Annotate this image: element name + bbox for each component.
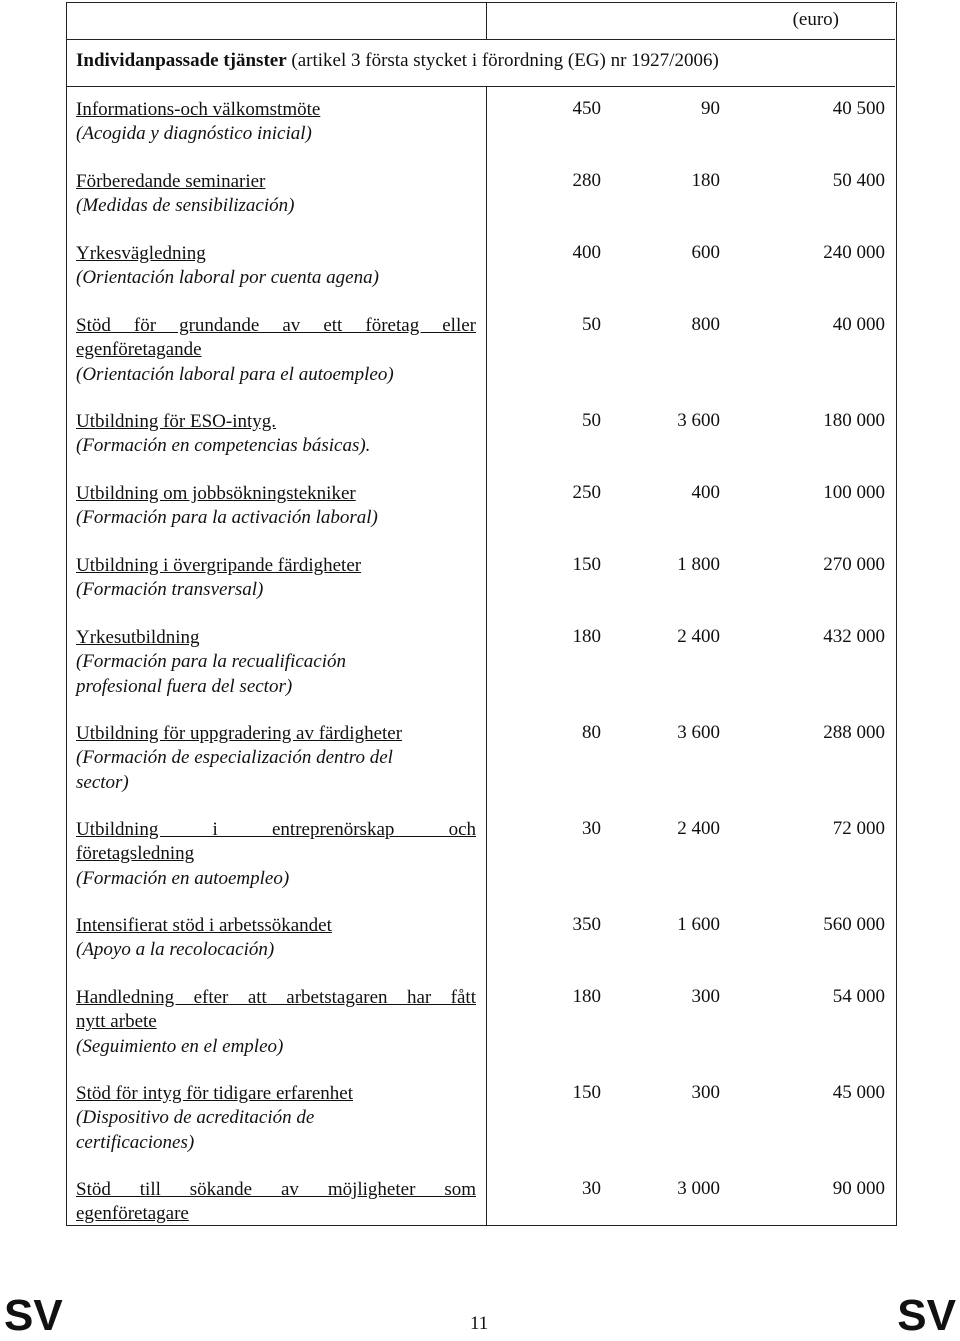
unit-cost-value: 3 600 [677,722,720,743]
service-name-sv: Stöd till sökande av möjligheter som [76,1179,476,1200]
service-name-sv: Utbildning i entreprenörskap och [76,819,476,840]
service-description [76,914,476,963]
unit-cost-value: 400 [691,482,720,503]
service-name-sv: företagsledning [76,843,195,865]
participants-value: 150 [572,554,601,575]
participants-value: 50 [582,314,601,335]
service-name-es: (Formación en autoempleo) [76,867,290,889]
total-value: 90 000 [832,1178,885,1199]
service-name-es: (Formación para la recualificación [76,651,346,673]
total-value: 40 500 [832,98,885,119]
unit-cost-value: 1 600 [677,914,720,935]
unit-cost-value: 90 [701,98,720,119]
participants-value: 180 [572,626,601,647]
service-name-es: (Orientación laboral para el autoempleo) [76,363,394,385]
service-name-es: (Formación para la activación laboral) [76,507,378,529]
service-name-sv: egenföretagande [76,339,202,361]
total-value: 288 000 [823,722,885,743]
heading-normal: (artikel 3 första stycket i förordning (EG) nr 1927/2006) [286,50,719,71]
service-name-sv: Intensifierat stöd i arbetssökandet [76,915,332,936]
total-value: 560 000 [823,914,885,935]
service-name-es: (Medidas de sensibilización) [76,195,295,217]
table-heading [76,50,719,72]
unit-cost-value: 2 400 [677,626,720,647]
unit-cost-value: 1 800 [677,554,720,575]
service-description [76,98,476,147]
service-name-es: (Formación transversal) [76,579,264,601]
service-name-sv: Informations-och välkomstmöte [76,99,321,120]
service-description [76,1178,476,1227]
footer-language-left: SV [4,1291,63,1340]
column-divider [486,86,487,1225]
service-name-sv: Yrkesvägledning [76,243,206,264]
service-description [76,482,476,531]
service-description [76,170,476,219]
heading-bold: Individanpassade tjänster [76,50,287,71]
service-name-es: (Acogida y diagnóstico inicial) [76,123,312,145]
participants-value: 250 [572,482,601,503]
total-value: 40 000 [832,314,885,335]
footer-language-right: SV [897,1291,956,1340]
total-value: 240 000 [823,242,885,263]
service-description [76,818,476,891]
service-name-es: sector) [76,771,129,793]
unit-cost-value: 3 600 [677,410,720,431]
service-description [76,554,476,603]
service-description [76,986,476,1059]
currency-note: (euro) [792,9,839,30]
service-name-es: (Orientación laboral por cuenta agena) [76,267,379,289]
service-name-sv: Utbildning för ESO-intyg. [76,411,277,432]
service-description [76,626,476,699]
service-name-sv: Yrkesutbildning [76,627,200,648]
service-name-sv: Utbildning för uppgradering av färdigheter [76,723,403,744]
service-description [76,722,476,795]
service-name-es: (Dispositivo de acreditación de [76,1107,315,1129]
total-value: 432 000 [823,626,885,647]
service-name-es: certificaciones) [76,1131,195,1153]
service-description [76,1082,476,1155]
service-name-es: (Formación en competencias básicas). [76,435,371,457]
service-description [76,242,476,291]
total-value: 54 000 [832,986,885,1007]
service-name-es: (Apoyo a la recolocación) [76,939,275,961]
participants-value: 450 [572,98,601,119]
unit-cost-value: 300 [691,986,720,1007]
participants-value: 400 [572,242,601,263]
participants-value: 30 [582,818,601,839]
total-value: 180 000 [823,410,885,431]
participants-value: 50 [582,410,601,431]
heading-divider [66,86,895,87]
service-name-sv: Förberedande seminarier [76,171,266,192]
total-value: 45 000 [832,1082,885,1103]
unit-cost-value: 2 400 [677,818,720,839]
service-description [76,314,476,387]
service-name-es: (Seguimiento en el empleo) [76,1035,284,1057]
unit-cost-value: 180 [691,170,720,191]
participants-value: 280 [572,170,601,191]
participants-value: 350 [572,914,601,935]
service-name-sv: egenföretagare [76,1203,189,1225]
total-value: 72 000 [832,818,885,839]
service-name-es: profesional fuera del sector) [76,675,293,697]
unit-cost-value: 600 [691,242,720,263]
service-name-sv: Utbildning i övergripande färdigheter [76,555,362,576]
total-value: 50 400 [832,170,885,191]
participants-value: 180 [572,986,601,1007]
unit-cost-value: 300 [691,1082,720,1103]
service-name-es: (Formación de especialización dentro del [76,747,393,769]
page-number: 11 [470,1313,489,1334]
total-value: 100 000 [823,482,885,503]
service-name-sv: Stöd för intyg för tidigare erfarenhet [76,1083,353,1104]
service-description [76,410,476,459]
participants-value: 150 [572,1082,601,1103]
participants-value: 80 [582,722,601,743]
service-name-sv: Handledning efter att arbetstagaren har fått [76,987,476,1008]
participants-value: 30 [582,1178,601,1199]
unit-cost-value: 3 000 [677,1178,720,1199]
unit-cost-value: 800 [691,314,720,335]
service-name-sv: Stöd för grundande av ett företag eller [76,315,476,336]
service-name-sv: Utbildning om jobbsökningstekniker [76,483,356,504]
service-name-sv: nytt arbete [76,1011,157,1033]
header-divider [66,39,895,40]
total-value: 270 000 [823,554,885,575]
